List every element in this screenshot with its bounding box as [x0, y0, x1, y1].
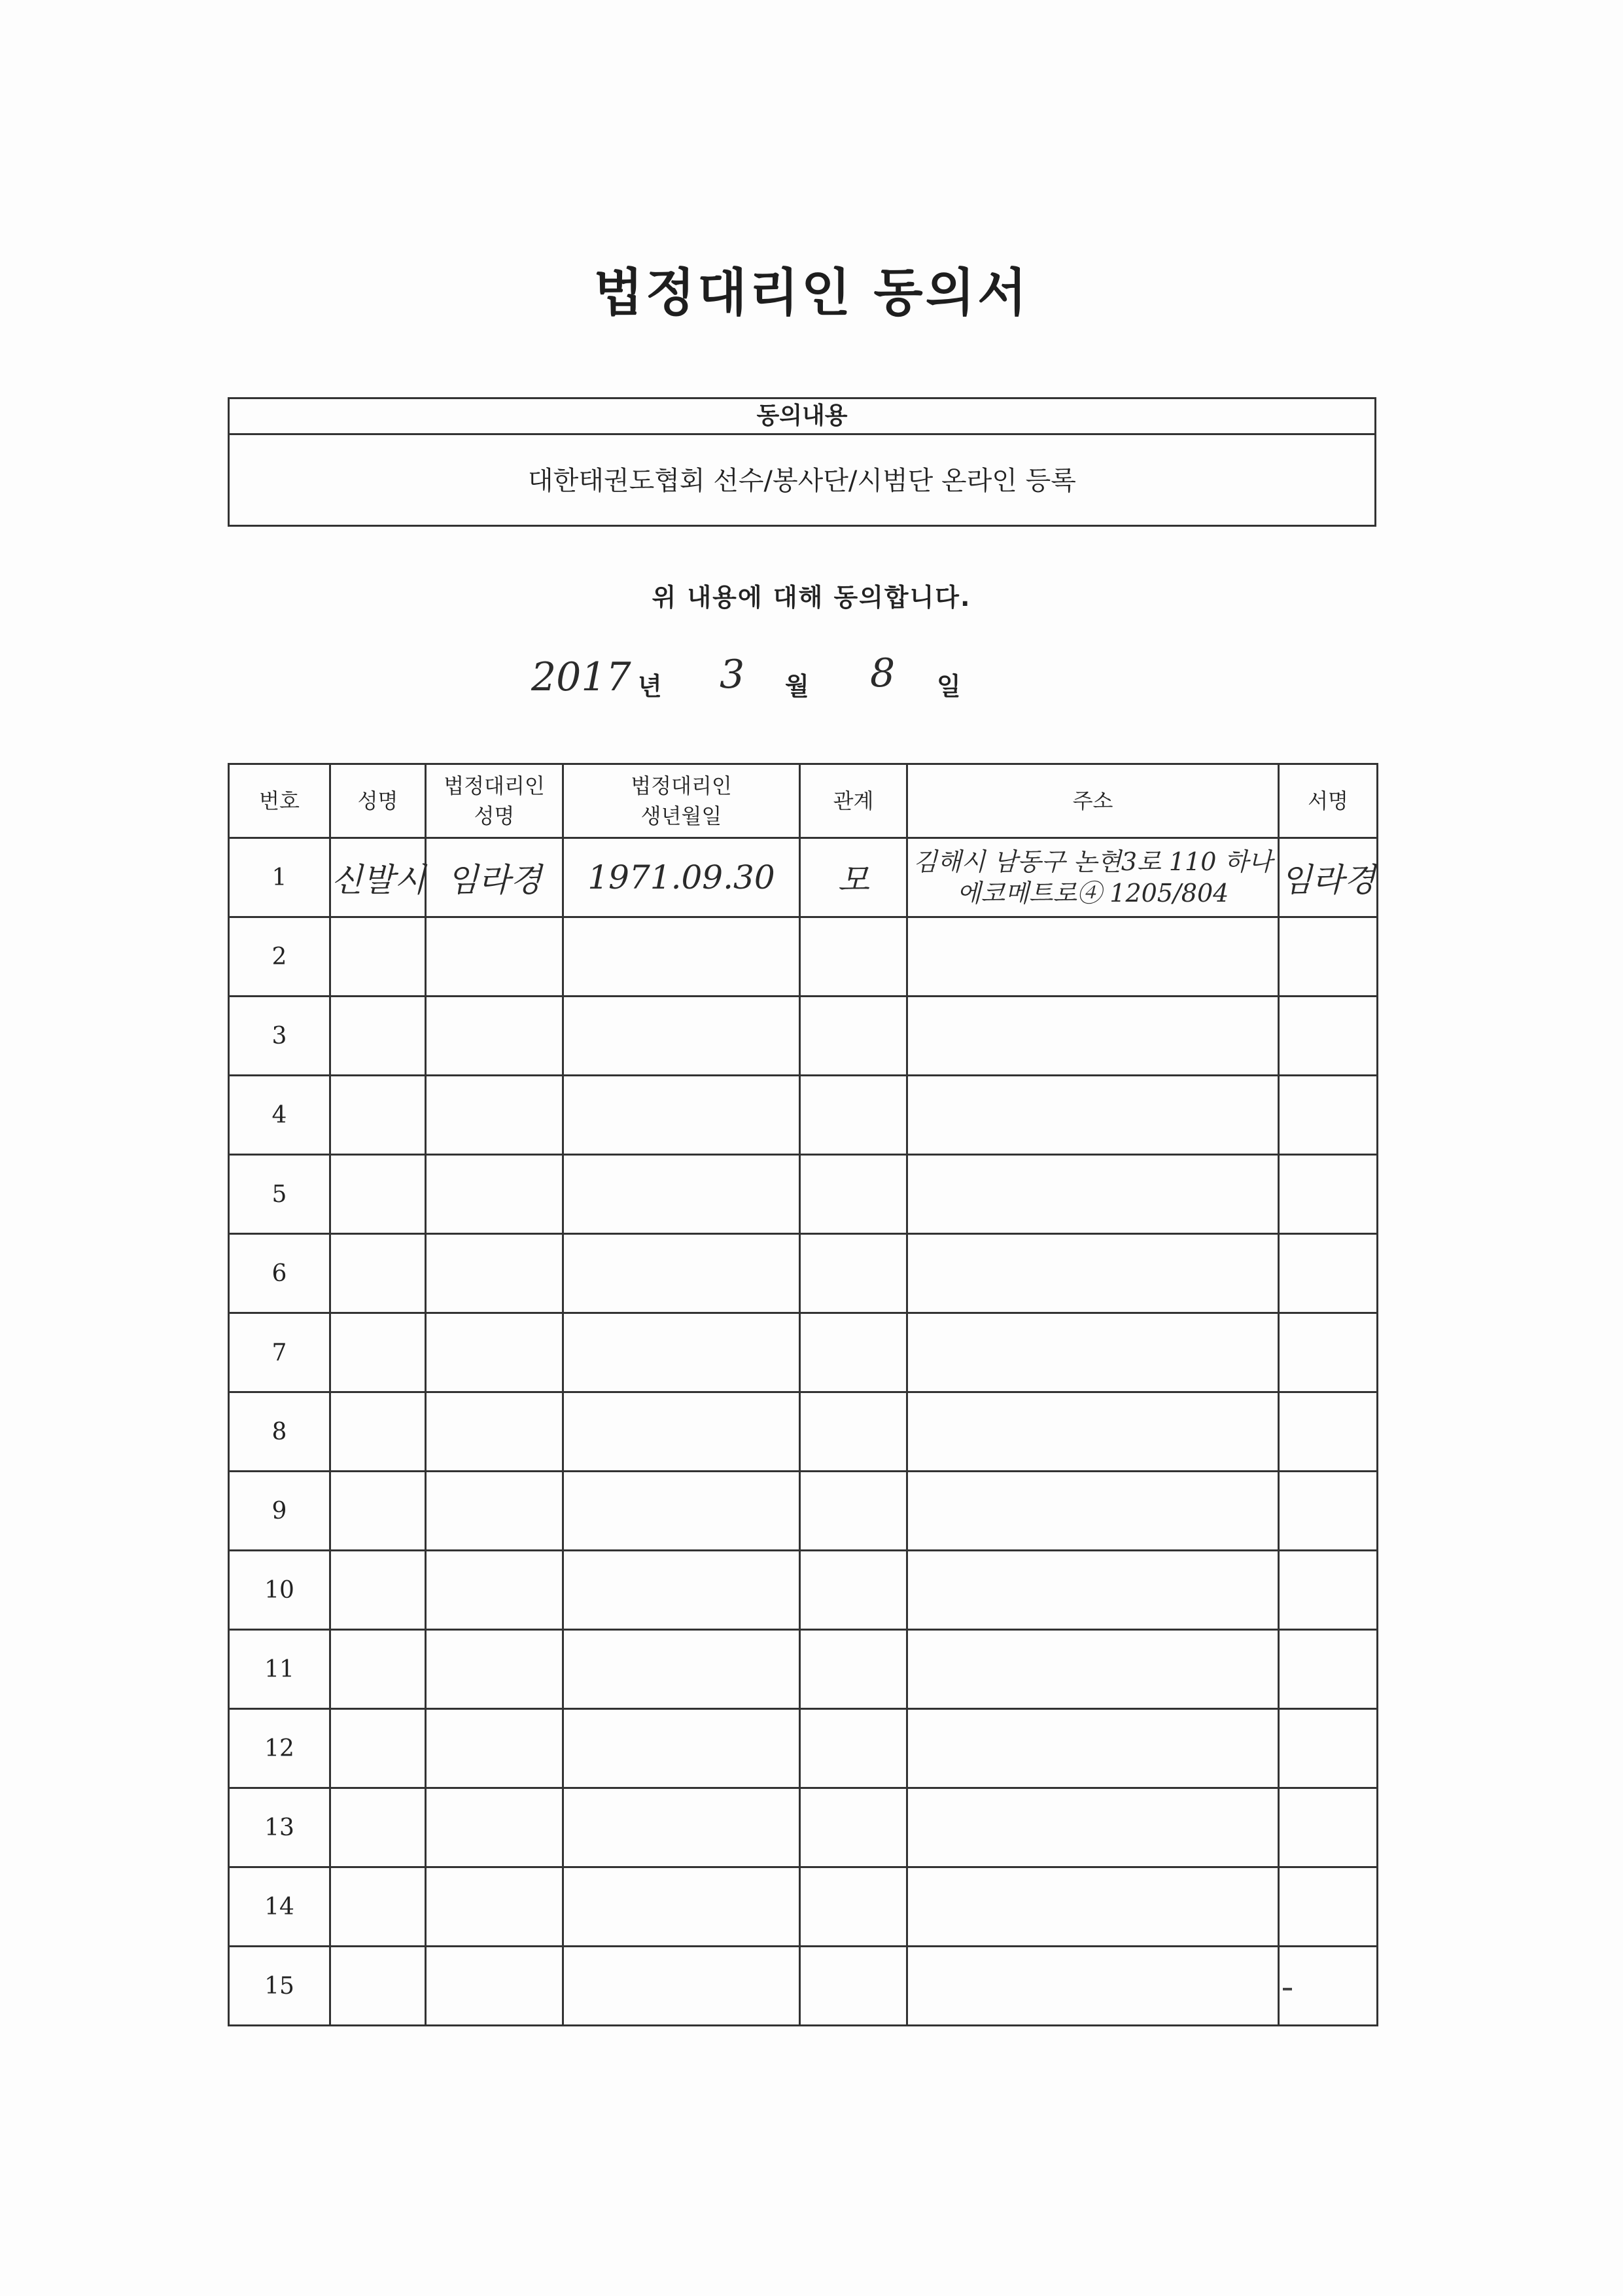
cell-signature [1279, 1155, 1378, 1234]
cell-no: 5 [229, 1155, 330, 1234]
scan-mark [1283, 1988, 1292, 1990]
cell-name [330, 1551, 426, 1630]
cell-guardian-birth [563, 1630, 800, 1709]
cell-relation [800, 1392, 907, 1472]
cell-address [907, 1867, 1279, 1947]
cell-name [330, 1313, 426, 1392]
date-year: 2017 [531, 654, 631, 700]
cell-guardian-birth [563, 1234, 800, 1313]
cell-no: 11 [229, 1630, 330, 1709]
cell-signature [1279, 1472, 1378, 1551]
cell-relation [800, 1076, 907, 1155]
table-header-row [229, 764, 1378, 838]
cell-address [907, 1788, 1279, 1867]
cell-no: 13 [229, 1788, 330, 1867]
cell-address [907, 1155, 1279, 1234]
cell-signature [1279, 1551, 1378, 1630]
cell-relation [800, 917, 907, 997]
cell-relation [800, 1313, 907, 1392]
cell-guardian-name [426, 1788, 563, 1867]
cell-guardian-birth [563, 1709, 800, 1788]
cell-address: 김해시 남동구 논현3로 110 하나에코메트로④ 1205/804 [907, 838, 1279, 917]
cell-guardian-name [426, 1630, 563, 1709]
cell-signature [1279, 1867, 1378, 1947]
cell-guardian-name [426, 1155, 563, 1234]
cell-guardian-name [426, 1313, 563, 1392]
cell-relation: 모 [800, 838, 907, 917]
cell-signature [1279, 1630, 1378, 1709]
cell-guardian-name [426, 1392, 563, 1472]
cell-name [330, 1947, 426, 2026]
cell-no: 3 [229, 997, 330, 1076]
table-row [229, 1155, 1378, 1234]
date-line [0, 650, 1623, 707]
cell-signature [1279, 1947, 1378, 2026]
cell-signature [1279, 1076, 1378, 1155]
cell-no: 15 [229, 1947, 330, 2026]
cell-no: 8 [229, 1392, 330, 1472]
cell-signature [1279, 917, 1378, 997]
cell-name [330, 1155, 426, 1234]
table-row [229, 1472, 1378, 1551]
cell-address [907, 1630, 1279, 1709]
table-row [229, 917, 1378, 997]
cell-address [907, 1076, 1279, 1155]
cell-relation [800, 997, 907, 1076]
cell-address [907, 1551, 1279, 1630]
cell-no: 4 [229, 1076, 330, 1155]
header-name: 성명 [330, 764, 426, 838]
table-row [229, 1867, 1378, 1947]
cell-name [330, 1392, 426, 1472]
cell-name: 신발시 [330, 838, 426, 917]
cell-no: 1 [229, 838, 330, 917]
table-row [229, 1076, 1378, 1155]
cell-relation [800, 1472, 907, 1551]
cell-signature [1279, 997, 1378, 1076]
cell-name [330, 917, 426, 997]
cell-name [330, 1472, 426, 1551]
table-row [229, 1788, 1378, 1867]
header-guardian-birth-line2: 생년월일 [640, 804, 722, 828]
header-address: 주소 [907, 764, 1279, 838]
cell-address [907, 917, 1279, 997]
header-guardian-birth [563, 764, 800, 838]
date-year-label: 년 [638, 672, 662, 701]
cell-guardian-birth [563, 1867, 800, 1947]
header-guardian-birth-line1: 법정대리인 [631, 773, 732, 798]
cell-guardian-birth [563, 1076, 800, 1155]
cell-guardian-name [426, 917, 563, 997]
agreement-box [228, 397, 1376, 527]
cell-guardian-name [426, 1551, 563, 1630]
cell-relation [800, 1788, 907, 1867]
agreement-header: 동의내용 [230, 399, 1374, 435]
cell-guardian-birth: 1971.09.30 [563, 838, 800, 917]
table-row [229, 1630, 1378, 1709]
date-day: 8 [870, 650, 896, 696]
cell-relation [800, 1551, 907, 1630]
table-row [229, 1551, 1378, 1630]
cell-signature [1279, 1392, 1378, 1472]
cell-guardian-birth [563, 1947, 800, 2026]
cell-no: 2 [229, 917, 330, 997]
date-month-label: 월 [785, 672, 809, 701]
cell-guardian-name [426, 1867, 563, 1947]
cell-no: 14 [229, 1867, 330, 1947]
cell-no: 7 [229, 1313, 330, 1392]
table-row [229, 997, 1378, 1076]
cell-address [907, 1392, 1279, 1472]
cell-no: 9 [229, 1472, 330, 1551]
cell-guardian-name [426, 1234, 563, 1313]
agreement-content: 대한태권도협회 선수/봉사단/시범단 온라인 등록 [528, 466, 1076, 496]
table-row [229, 1947, 1378, 2026]
guardian-table [228, 763, 1378, 2026]
cell-address [907, 1709, 1279, 1788]
cell-name [330, 1234, 426, 1313]
document-title: 법정대리인 동의서 [593, 264, 1030, 323]
cell-guardian-name [426, 1947, 563, 2026]
cell-relation [800, 1630, 907, 1709]
cell-address [907, 997, 1279, 1076]
header-guardian-name [426, 764, 563, 838]
cell-guardian-name [426, 997, 563, 1076]
cell-name [330, 1788, 426, 1867]
cell-no: 12 [229, 1709, 330, 1788]
table-row [229, 838, 1378, 917]
cell-name [330, 1867, 426, 1947]
cell-guardian-birth [563, 1788, 800, 1867]
cell-signature [1279, 1788, 1378, 1867]
table-row [229, 1392, 1378, 1472]
cell-guardian-name: 임라경 [426, 838, 563, 917]
cell-signature [1279, 1709, 1378, 1788]
cell-signature [1279, 1234, 1378, 1313]
cell-address [907, 1947, 1279, 2026]
cell-relation [800, 1947, 907, 2026]
cell-guardian-birth [563, 1155, 800, 1234]
cell-no: 10 [229, 1551, 330, 1630]
cell-relation [800, 1867, 907, 1947]
cell-signature [1279, 1313, 1378, 1392]
header-relation: 관계 [800, 764, 907, 838]
table-row [229, 1313, 1378, 1392]
cell-relation [800, 1234, 907, 1313]
cell-signature: 임라경 [1279, 838, 1378, 917]
cell-guardian-birth [563, 997, 800, 1076]
cell-guardian-birth [563, 1551, 800, 1630]
cell-address [907, 1234, 1279, 1313]
cell-guardian-name [426, 1076, 563, 1155]
cell-name [330, 997, 426, 1076]
cell-relation [800, 1155, 907, 1234]
cell-name [330, 1076, 426, 1155]
date-month: 3 [720, 652, 745, 698]
cell-guardian-birth [563, 917, 800, 997]
cell-name [330, 1709, 426, 1788]
header-guardian-name-line1: 법정대리인 [444, 773, 545, 798]
cell-guardian-name [426, 1472, 563, 1551]
cell-guardian-birth [563, 1392, 800, 1472]
cell-guardian-birth [563, 1472, 800, 1551]
cell-no: 6 [229, 1234, 330, 1313]
table-row [229, 1234, 1378, 1313]
header-no: 번호 [229, 764, 330, 838]
table-row [229, 1709, 1378, 1788]
date-day-label: 일 [937, 672, 961, 701]
header-signature: 서명 [1279, 764, 1378, 838]
consent-statement: 위 내용에 대해 동의합니다. [652, 583, 971, 612]
cell-address [907, 1472, 1279, 1551]
header-guardian-name-line2: 성명 [474, 804, 515, 828]
cell-address [907, 1313, 1279, 1392]
cell-name [330, 1630, 426, 1709]
cell-relation [800, 1709, 907, 1788]
cell-guardian-name [426, 1709, 563, 1788]
cell-guardian-birth [563, 1313, 800, 1392]
